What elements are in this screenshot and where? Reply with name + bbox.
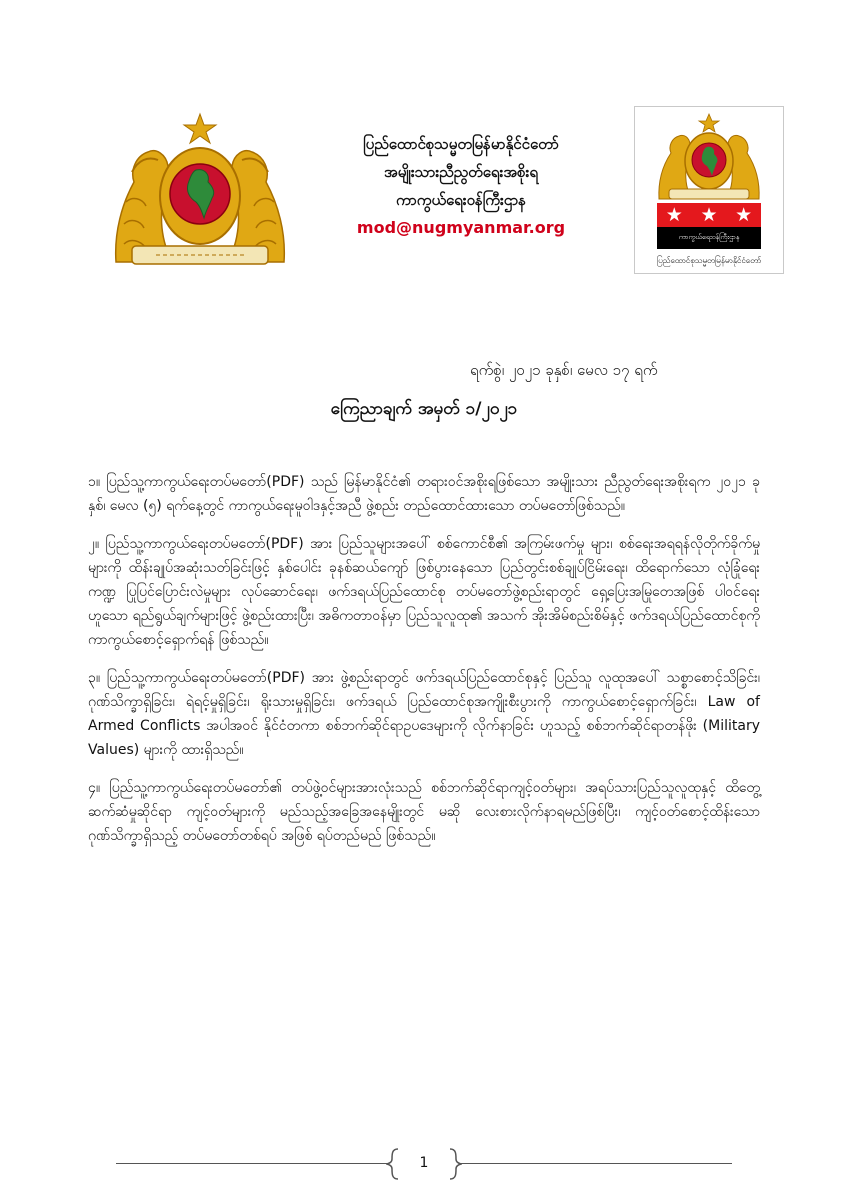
footer-rule-right [460,1163,732,1164]
ministry-logo [634,106,784,274]
ministry-name: ကာကွယ်ရေးဝန်ကြီးဌာန [395,191,527,209]
logo-caption: ပြည်ထောင်စုသမ္မတမြန်မာနိုင်ငံတော် [656,256,762,265]
star-icon: ★ [665,204,683,226]
star-icon: ★ [700,204,718,226]
ministry-header [296,134,626,246]
right-brace-icon [448,1148,462,1180]
flag-caption: ကာကွယ်ရေးဝန်ကြီးဌာန [678,233,740,241]
paragraph-4: ၄။ ပြည်သူ့ကာကွယ်ရေးတပ်မတော်၏ တပ်ဖွဲ့ဝင်များအားလုံးသည် စစ်ဘက်ဆိုင်ရာကျင့်ဝတ်များ၊ အရပ်သားပြည်သူလူထုနှင့် ထိတွေ့ဆက်ဆံမှုဆိုင်ရာ ကျင့်ဝတ်များကို မည်သည့်အခြေအနေမျိုးတွင် မဆို လေးစားလိုက်နာရမည်ဖြစ်ပြီး၊ ကျင့်ဝတ်စောင့်ထိန်းသော ဂုဏ်သိက္ခာရှိသည့် တပ်မတော်တစ်ရပ် အဖြစ် ရပ်တည်မည် ဖြစ်သည်။ [88,780,760,844]
paragraph-2: ၂။ ပြည်သူ့ကာကွယ်ရေးတပ်မတော်(PDF) အား ပြည်သူများအပေါ် စစ်ကောင်စီ၏ အကြမ်းဖက်မှု များ၊ စစ်ရေးအရရန်လိုတိုက်ခိုက်မှုများကို ထိန်းချုပ်အဆုံးသတ်ခြင်းဖြင့် နှစ်ပေါင်း ခုနစ်ဆယ်ကျော် ဖြစ်ပွားနေသော ပြည်တွင်းစစ်ချုပ်ငြိမ်းရေး၊ ထိရောက်သော လုံခြုံရေးကဏ္ဍ ပြုပြင်ပြောင်းလဲမှုများ လုပ်ဆောင်ရေး၊ ဖက်ဒရယ်ပြည်ထောင်စု တပ်မတော်ဖွဲ့စည်းရာတွင် ရှေ့ပြေးအမြုတေအဖြစ် ပါဝင်ရေး ဟူသော ရည်ရွယ်ချက်များဖြင့် ဖွဲ့စည်းထားပြီး၊ အဓိကတာဝန်မှာ ပြည်သူလူထု၏ အသက် အိုးအိမ်စည်းစိမ်နှင့် ဖက်ဒရယ်ပြည်ထောင်စုကို ကာကွယ်စောင့်ရှောက်ရန် ဖြစ်သည်။ [88,536,760,648]
footer-rule-left [116,1163,388,1164]
state-emblem-icon [657,113,761,201]
ministry-flag [657,203,761,249]
left-brace-icon [386,1148,400,1180]
flag-stars [657,204,761,226]
page-number: 1 [419,1155,429,1171]
ministry-email[interactable]: mod@nugmyanmar.org [356,218,566,237]
paragraph-1: ၁။ ပြည်သူ့ကာကွယ်ရေးတပ်မတော်(PDF) သည် မြန်မာနိုင်ငံ၏ တရားဝင်အစိုးရဖြစ်သော အမျိုးသား ညီညွတ်ရေးအစိုးရက ၂၀၂၁ ခုနှစ်၊ မေလ (၅) ရက်နေ့တွင် ကာကွယ်ရေးမူဝါဒနှင့်အညီ ဖွဲ့စည်း တည်ထောင်ထားသော တပ်မတော်ဖြစ်သည်။ [88,474,760,514]
paragraph-3: ၃။ ပြည်သူ့ကာကွယ်ရေးတပ်မတော်(PDF) အား ဖွဲ့စည်းရာတွင် ဖက်ဒရယ်ပြည်ထောင်စုနှင့် ပြည်သူ လူထုအပေါ် သစ္စာစောင့်သိခြင်း၊ ဂုဏ်သိက္ခာရှိခြင်း၊ ရဲရင့်မှုရှိခြင်း၊ ရိုးသားမှုရှိခြင်း၊ ဖက်ဒရယ် ပြည်ထောင်စုအကျိုးစီးပွားကို ကာကွယ်စောင့်ရှောက်ခြင်း၊ Law of Armed Conflicts အပါအဝင် နိုင်ငံတကာ စစ်ဘက်ဆိုင်ရာဥပဒေများကို လိုက်နာခြင်း ဟူသည့် စစ်ဘက်ဆိုင်ရာတန်ဖိုး (Military Values) များကို ထားရှိသည်။ [88,670,760,758]
document-title: ကြေညာချက် အမှတ် ၁/၂၀၂၁ [330,399,518,419]
document-date: ရက်စွဲ၊ ၂၀၂၁ ခုနှစ်၊ မေလ ၁၇ ရက် [470,361,658,379]
document-body [88,470,760,862]
government-name: အမျိုးသားညီညွတ်ရေးအစိုးရ [384,163,538,181]
state-emblem-icon [112,112,288,270]
country-name: ပြည်ထောင်စုသမ္မတမြန်မာနိုင်ငံတော် [363,135,559,153]
star-icon: ★ [735,204,753,226]
